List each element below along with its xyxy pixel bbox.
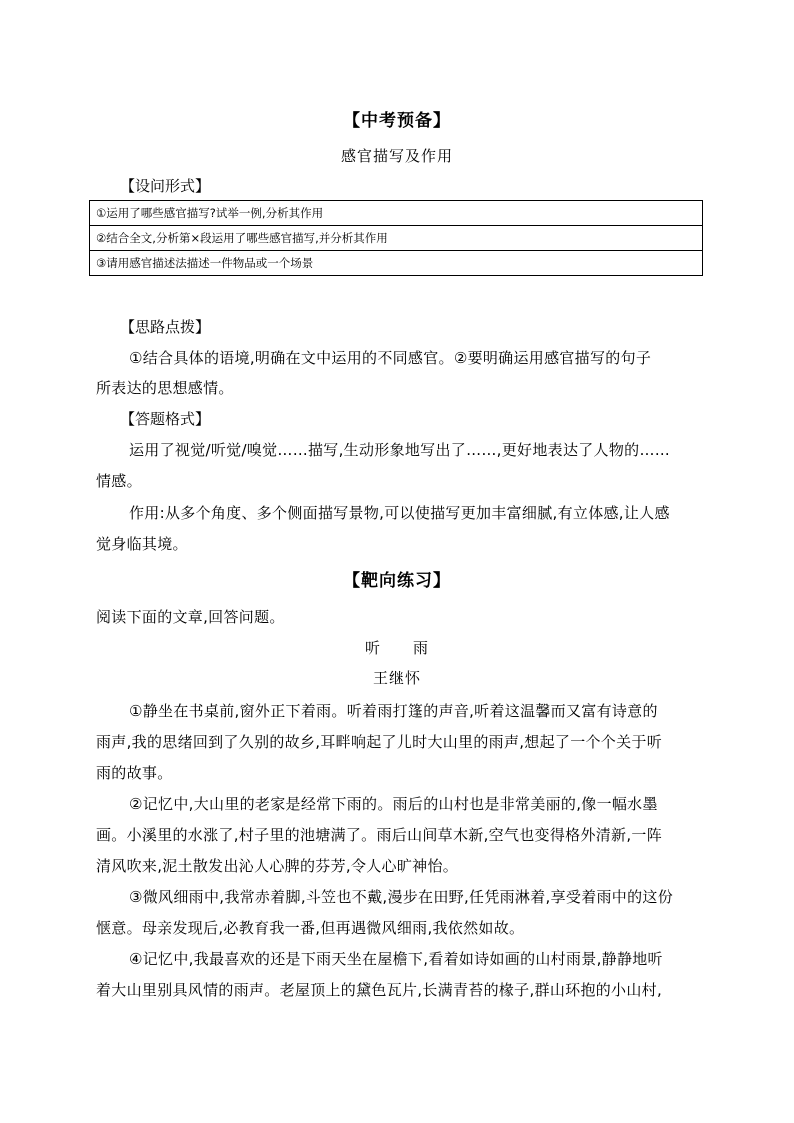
topic-subtitle: 感官描写及作用 xyxy=(340,147,453,165)
answer-format-label: 【答题格式】 xyxy=(120,410,211,428)
section-title-practice: 【靶向练习】 xyxy=(343,571,451,591)
table-row xyxy=(90,226,703,251)
table-cell: ②结合全文,分析第×段运用了哪些感官描写,并分析其作用 xyxy=(90,226,703,251)
tips-line: ①结合具体的语境,明确在文中运用的不同感官。②要明确运用感官描写的句子 xyxy=(129,349,652,367)
article-line: 画。小溪里的水涨了,村子里的池塘满了。雨后山间草木新,空气也变得格外清新,一阵 xyxy=(96,826,663,844)
article-line: 雨声,我的思绪回到了久别的故乡,耳畔响起了儿时大山里的雨声,想起了一个个关于听 xyxy=(96,733,663,751)
article-line: 惬意。母亲发现后,必教育我一番,但再遇微风细雨,我依然如故。 xyxy=(96,919,525,937)
answer-format-line: 作用:从多个角度、多个侧面描写景物,可以使描写更加丰富细腻,有立体感,让人感 xyxy=(129,504,670,522)
tips-label: 【思路点拨】 xyxy=(120,318,211,336)
practice-instruction: 阅读下面的文章,回答问题。 xyxy=(96,608,285,626)
section-title-exam-prep: 【中考预备】 xyxy=(343,111,451,131)
answer-format-line: 觉身临其境。 xyxy=(96,535,188,553)
article-line: ③微风细雨中,我常赤着脚,斗笠也不戴,漫步在田野,任凭雨淋着,享受着雨中的这份 xyxy=(129,888,673,906)
article-line: 清风吹来,泥土散发出沁人心脾的芬芳,令人心旷神怡。 xyxy=(96,857,459,875)
article-author: 王继怀 xyxy=(372,669,421,687)
article-title: 听 雨 xyxy=(364,639,429,657)
answer-format-line: 情感。 xyxy=(96,472,142,490)
table-row xyxy=(90,251,703,276)
table-cell: ③请用感官描述法描述一件物品或一个场景 xyxy=(90,251,703,276)
table-row xyxy=(90,201,703,226)
article-line: ④记忆中,我最喜欢的还是下雨天坐在屋檐下,看着如诗如画的山村雨景,静静地听 xyxy=(129,950,663,968)
tips-line: 所表达的思想感情。 xyxy=(96,379,234,397)
article-line: 着大山里别具风情的雨声。老屋顶上的黛色瓦片,长满青苔的椽子,群山环抱的小山村, xyxy=(96,981,663,999)
article-line: ①静坐在书桌前,窗外正下着雨。听着雨打篷的声音,听着这温馨而又富有诗意的 xyxy=(129,702,658,720)
article-line: ②记忆中,大山里的老家是经常下雨的。雨后的山村也是非常美丽的,像一幅水墨 xyxy=(129,795,658,813)
table-cell: ①运用了哪些感官描写?试举一例,分析其作用 xyxy=(90,201,703,226)
question-forms-table xyxy=(89,200,703,276)
article-line: 雨的故事。 xyxy=(96,764,173,782)
answer-format-line: 运用了视觉/听觉/嗅觉……描写,生动形象地写出了……,更好地表达了人物的…… xyxy=(129,441,671,459)
question-forms-label: 【设问形式】 xyxy=(120,177,211,195)
